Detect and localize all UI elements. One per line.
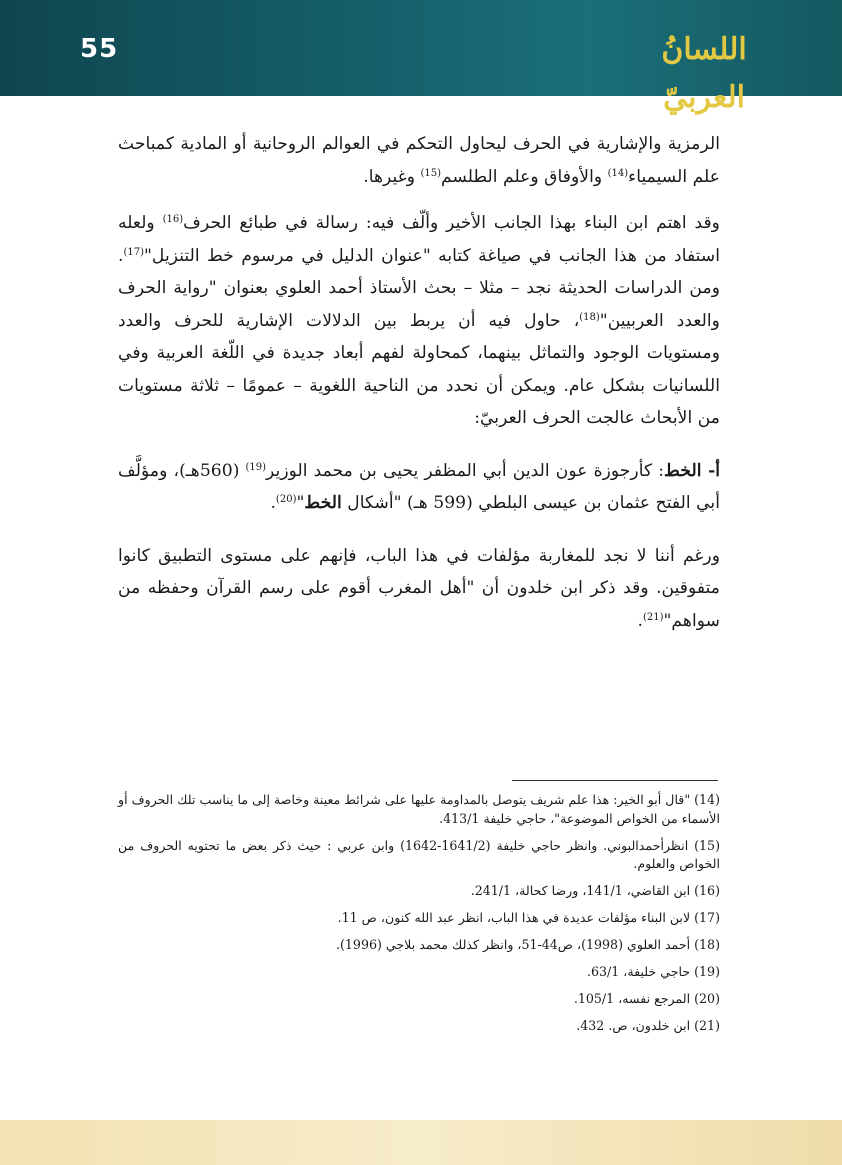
bold-term: أ- الخط bbox=[664, 460, 721, 481]
footnotes bbox=[118, 791, 720, 1044]
paragraph-2 bbox=[118, 207, 720, 435]
footnote-ref: (16) bbox=[162, 214, 184, 225]
footnote: (18) أحمد العلوي (1998)، ص44-51، وانظر كذلك محمد بلاجي (1996). bbox=[336, 937, 720, 952]
text-run: . bbox=[637, 610, 643, 631]
footnote-ref: (15) bbox=[420, 167, 441, 179]
footnote: (16) ابن القاضي، 141/1، ورضا كحالة، 241/1. bbox=[470, 883, 720, 898]
text-run: والأوفاق وعلم الطلسم bbox=[441, 166, 608, 187]
text-run: . bbox=[270, 493, 276, 513]
journal-logo: اللسانُ العربيّ bbox=[661, 32, 747, 115]
main-text bbox=[118, 128, 720, 651]
text-run: وغيرها. bbox=[363, 166, 421, 187]
footnote: (21) ابن خلدون، ص. 432. bbox=[576, 1018, 720, 1033]
footnote-ref: (19) bbox=[245, 461, 267, 473]
text-run: " bbox=[296, 493, 305, 513]
text-run: ، حاول فيه أن يربط بين الدلالات الإشارية للحرف والعدد ومستويات الوجود والتماثل بينهما، كمحاولة لفهم أبعاد جديدة في اللّغة العربية وفي اللسانيات بشكل عام. ويمكن أن نحدد من الناحية اللغوية – عمومًا – ثلاثة مستويات من الأبحاث عالجت الحرف العربيّ: bbox=[118, 310, 720, 428]
text-run: : كأرجوزة عون الدين أبي المظفر يحيى بن محمد الوزير bbox=[266, 460, 665, 481]
footnote: (19) حاجي خليفة، 63/1. bbox=[586, 964, 720, 979]
page-footer-band bbox=[0, 1120, 842, 1165]
text-run: وقد اهتم ابن البناء بهذا الجانب الأخير وألّف فيه: رسالة في طبائع الحرف bbox=[183, 213, 720, 233]
footnote-divider bbox=[512, 780, 718, 781]
footnote-ref: (20) bbox=[275, 494, 297, 505]
footnote-ref: (17) bbox=[123, 246, 145, 258]
footnote: (20) المرجع نفسه، 105/1. bbox=[573, 991, 720, 1006]
text-run: ولعله استفاد من هذا الجانب في صياغة كتابه "عنوان الدليل في مرسوم خط التنزيل" bbox=[118, 213, 720, 266]
paragraph-3 bbox=[118, 455, 720, 520]
text-run: ورغم أننا لا نجد للمغاربة مؤلفات في هذا الباب، فإنهم على مستوى التطبيق كانوا متفوقين. وقد ذكر ابن خلدون أن "أهل المغرب أقوم على رسم القرآن وحفظه من سواهم" bbox=[118, 545, 720, 631]
page-header bbox=[0, 0, 842, 115]
bold-term: الخط bbox=[304, 493, 342, 513]
footnote-ref: (21) bbox=[642, 611, 664, 623]
footnote-ref: (14) bbox=[607, 167, 629, 179]
text-run: (560هـ)، ومؤلَّف أبي الفتح عثمان بن عيسى البلطي (599 هـ) "أشكال bbox=[118, 460, 720, 513]
footnote: (14) "قال أبو الخير: هذا علم شريف يتوصل بالمداومة عليها على شرائط معينة وخاصة إلى ما يناسب تلك الحروف أو الأسماء من الخواص الموضوعة"، حاجي خليفة 413/1. bbox=[118, 792, 720, 826]
paragraph-1 bbox=[118, 128, 720, 193]
paragraph-4 bbox=[118, 540, 720, 638]
text-run: . ومن الدراسات الحديثة نجد – مثلا – بحث الأستاذ أحمد العلوي بعنوان "رواية الحرف والعدد العربيين" bbox=[118, 245, 720, 331]
text-run: الرمزية والإشارية في الحرف ليحاول التحكم في العوالم الروحانية أو المادية كمباحث علم السيمياء bbox=[118, 134, 720, 187]
footnote: (17) لابن البناء مؤلفات عديدة في هذا الباب، انظر عبد الله كنون، ص 11. bbox=[337, 910, 720, 925]
footnote-ref: (18) bbox=[579, 311, 600, 323]
footnote: (15) انظرأحمدالبوني. وانظر حاجي خليفة (1641/2-1642) وابن عربي : حيث ذكر بعض ما تحتويه الحروف من الخواص والعلوم. bbox=[118, 837, 720, 871]
page-number: 55 bbox=[80, 34, 119, 64]
